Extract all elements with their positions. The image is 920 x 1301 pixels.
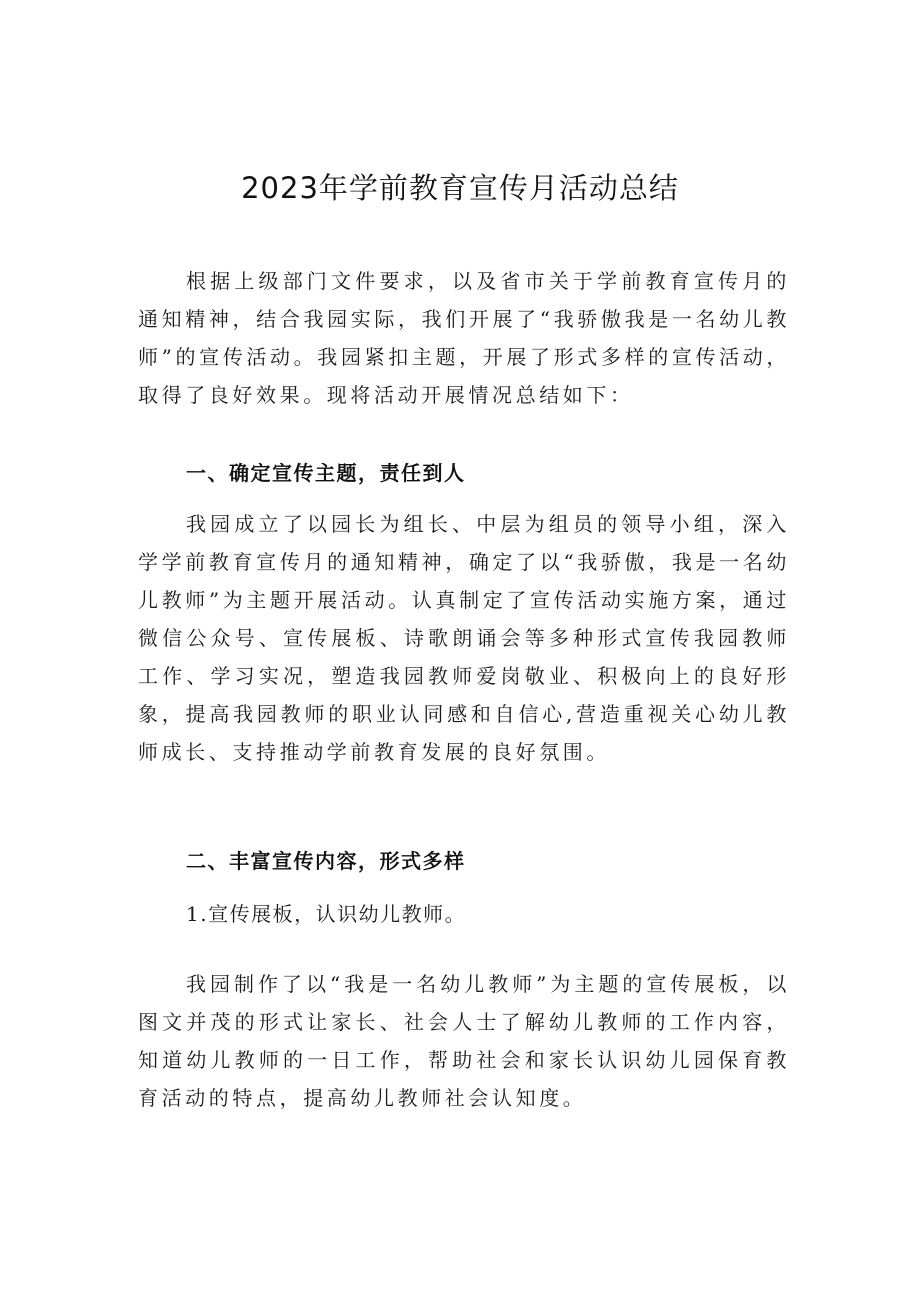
section-1-paragraph: 我园成立了以园长为组长、中层为组员的领导小组，深入学学前教育宣传月的通知精神，确定了以“我骄傲，我是一名幼儿教师”为主题开展活动。认真制定了宣传活动实施方案，通过微信公众号、宣传展板、诗歌朗诵会等多种形式宣传我园教师工作、学习实况，塑造我园教师爱岗敬业、积极向上的良好形象，提高我园教师的职业认同感和自信心,营造重视关心幼儿教师成长、支持推动学前教育发展的良好氛围。 [138, 512, 790, 764]
section-2-paragraph: 我园制作了以“我是一名幼儿教师”为主题的宣传展板，以图文并茂的形式让家长、社会人士了解幼儿教师的工作内容，知道幼儿教师的一日工作，帮助社会和家长认识幼儿园保育教育活动的特点，提高幼儿教师社会认知度。 [138, 972, 790, 1110]
section-2-heading: 二、丰富宣传内容，形式多样 [186, 849, 466, 873]
document-title: 2023年学前教育宣传月活动总结 [241, 171, 679, 205]
section-2-subheading: 1.宣传展板，认识幼儿教师。 [186, 902, 467, 926]
section-1-heading: 一、确定宣传主题，责任到人 [186, 461, 466, 485]
intro-paragraph: 根据上级部门文件要求，以及省市关于学前教育宣传月的通知精神，结合我园实际，我们开展了“我骄傲我是一名幼儿教师”的宣传活动。我园紧扣主题，开展了形式多样的宣传活动，取得了良好效果。现将活动开展情况总结如下： [138, 269, 790, 407]
